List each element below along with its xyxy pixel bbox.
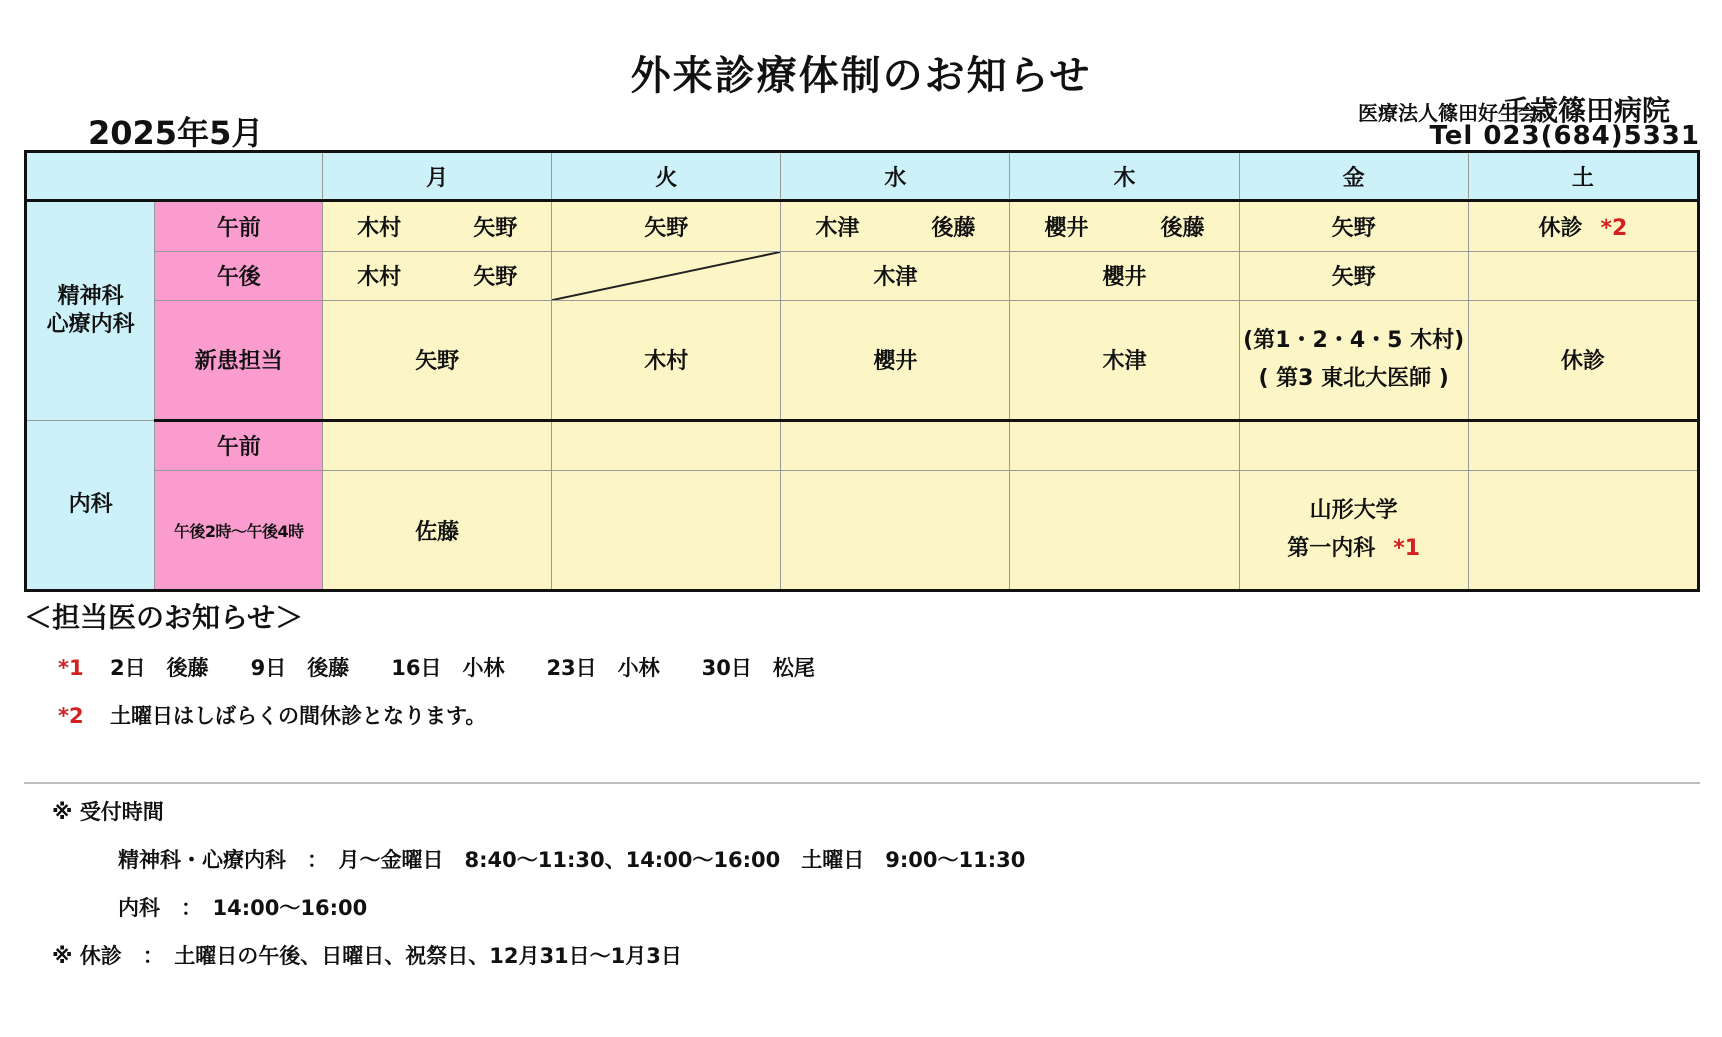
doctor-name: 木村 [357,215,402,241]
dept-internal: 内科 [26,420,155,590]
psych-am-row [26,201,1699,252]
psych-pm-mon [323,251,552,300]
im-pm-wed [781,471,1010,591]
im-am-sat [1468,420,1698,471]
doctor-name: 矢野 [473,265,518,291]
im-am-wed [781,420,1010,471]
psych-am-wed [781,201,1010,252]
internal-am-row [26,420,1699,471]
psych-new-fri [1239,300,1468,420]
section-divider [24,782,1700,784]
note-mark: *1 [58,656,84,680]
slot-pm: 午後 [155,251,323,300]
reception-psych-hours: 精神科・心療内科 ： 月～金曜日 8:40～11:30、14:00～16:00 土曜日 9:00～11:30 [118,848,1026,872]
footnote-mark: *2 [1600,215,1628,241]
doctor-name: 後藤 [931,215,976,241]
note-text: 2日 後藤 9日 後藤 16日 小林 23日 小林 30日 松尾 [110,656,815,680]
closed-days: ※ 休診 ： 土曜日の午後、日曜日、祝祭日、12月31日～1月3日 [52,944,682,968]
note-1 [58,652,815,682]
psych-pm-wed: 木津 [781,251,1010,300]
slot-am: 午前 [155,201,323,252]
im-pm-mon: 佐藤 [323,471,552,591]
im-am-thu [1010,420,1239,471]
note-2 [58,700,486,730]
month-label: 2025年5月 [88,114,264,152]
slot-im-am: 午前 [155,420,323,471]
psych-am-fri: 矢野 [1239,201,1468,252]
schedule-table [24,150,1700,592]
rotation-line-1: (第1・2・4・5 木村) [1243,327,1465,353]
no-clinic-diagonal [552,252,780,300]
doctor-name: 後藤 [1160,215,1205,241]
dept-psychiatry [26,201,155,421]
psych-pm-tue [552,251,781,300]
day-header-wed: 水 [781,152,1010,201]
day-header-sat: 土 [1468,152,1698,201]
psych-am-sat [1468,201,1698,252]
note-text: 土曜日はしばらくの間休診となります。 [110,704,487,728]
day-header-row [26,152,1699,201]
psych-new-wed: 櫻井 [781,300,1010,420]
reception-internal-hours: 内科 ： 14:00～16:00 [118,896,368,920]
page-title: 外来診療体制のお知らせ [630,53,1092,99]
hospital-name: 千歳篠田病院 [1501,94,1670,127]
psych-pm-sat [1468,251,1698,300]
day-header-thu: 木 [1010,152,1239,201]
psych-am-mon [323,201,552,252]
psych-new-mon: 矢野 [323,300,552,420]
doctor-name: 櫻井 [1044,215,1089,241]
im-am-tue [552,420,781,471]
im-pm-fri [1239,471,1468,591]
day-header-tue: 火 [552,152,781,201]
psych-pm-fri: 矢野 [1239,251,1468,300]
department-label: 第一内科 [1287,536,1376,562]
im-am-fri [1239,420,1468,471]
psych-new-thu: 木津 [1010,300,1239,420]
rotation-line-2: ( 第3 東北大医師 ) [1258,365,1449,391]
slot-im-pm: 午後2時～午後4時 [155,471,323,591]
im-pm-thu [1010,471,1239,591]
psych-new-tue: 木村 [552,300,781,420]
dept-psychiatry-label: 精神科 心療内科 [46,283,135,337]
corner-cell [26,152,323,201]
closed-label: 休診 [1538,215,1583,241]
im-pm-tue [552,471,781,591]
im-am-mon [323,420,552,471]
internal-pm-row [26,471,1699,591]
psych-pm-row [26,251,1699,300]
doctor-name: 木村 [357,265,402,291]
slot-new-patient: 新患担当 [155,300,323,420]
psych-am-thu [1010,201,1239,252]
psych-am-tue: 矢野 [552,201,781,252]
telephone-number: Tel 023(684)5331 [1429,121,1700,151]
day-header-mon: 月 [323,152,552,201]
psych-new-sat: 休診 [1468,300,1698,420]
doctor-name: 木津 [815,215,860,241]
im-pm-sat [1468,471,1698,591]
footnote-mark: *1 [1393,536,1421,562]
psych-new-row [26,300,1699,420]
notice-heading: ＜担当医のお知らせ＞ [24,601,304,634]
reception-heading: ※ 受付時間 [52,800,164,824]
day-header-fri: 金 [1239,152,1468,201]
doctor-name: 矢野 [473,215,518,241]
psych-pm-thu: 櫻井 [1010,251,1239,300]
university-label: 山形大学 [1309,498,1398,524]
organization-name: 医療法人篠田好生会 [1358,101,1538,125]
note-mark: *2 [58,704,84,728]
